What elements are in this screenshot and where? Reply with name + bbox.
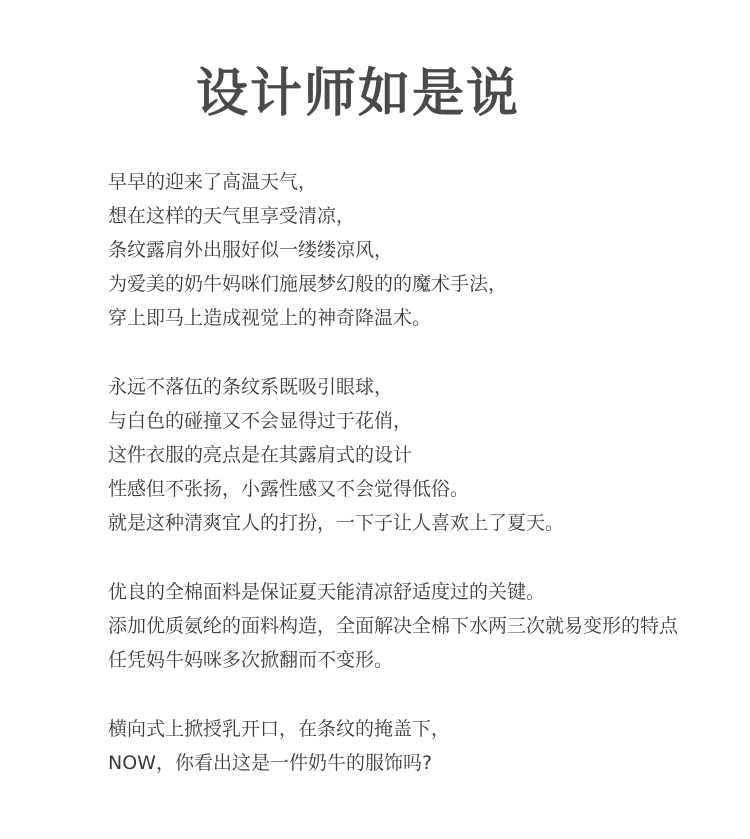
text-line: NOW，你看出这是一件奶牛的服饰吗? xyxy=(108,752,433,774)
text-line: 任凭妈牛妈咪多次掀翻而不变形。 xyxy=(108,649,394,671)
text-line: 横向式上掀授乳开口，在条纹的掩盖下， xyxy=(108,718,451,740)
text-line: 优良的全棉面料是保证夏天能清凉舒适度过的关键。 xyxy=(108,581,546,603)
text-line: 与白色的碰撞又不会显得过于花俏， xyxy=(108,410,413,432)
text-line: 早早的迎来了高温天气， xyxy=(108,171,318,193)
page-title: 设计师如是说 xyxy=(195,64,520,124)
text-line: 穿上即马上造成视觉上的神奇降温术。 xyxy=(108,307,432,329)
paragraph-4 xyxy=(108,712,728,780)
text-line: 添加优质氨纶的面料构造，全面解决全棉下水两三次就易变形的特点 xyxy=(108,615,679,637)
text-line: 就是这种清爽宜人的打扮，一下子让人喜欢上了夏天。 xyxy=(108,512,565,534)
text-line: 永远不落伍的条纹系既吸引眼球， xyxy=(108,376,394,398)
text-line: 这件衣服的亮点是在其露肩式的设计 xyxy=(108,444,413,466)
text-line: 性感但不张扬，小露性感又不会觉得低俗。 xyxy=(108,478,470,500)
paragraph-1 xyxy=(108,165,728,335)
text-line: 为爱美的奶牛妈咪们施展梦幻般的的魔术手法， xyxy=(108,273,508,295)
paragraph-2 xyxy=(108,370,728,540)
text-line: 想在这样的天气里享受清凉， xyxy=(108,205,356,227)
text-line: 条纹露肩外出服好似一缕缕凉风， xyxy=(108,239,394,261)
paragraph-3 xyxy=(108,575,728,677)
